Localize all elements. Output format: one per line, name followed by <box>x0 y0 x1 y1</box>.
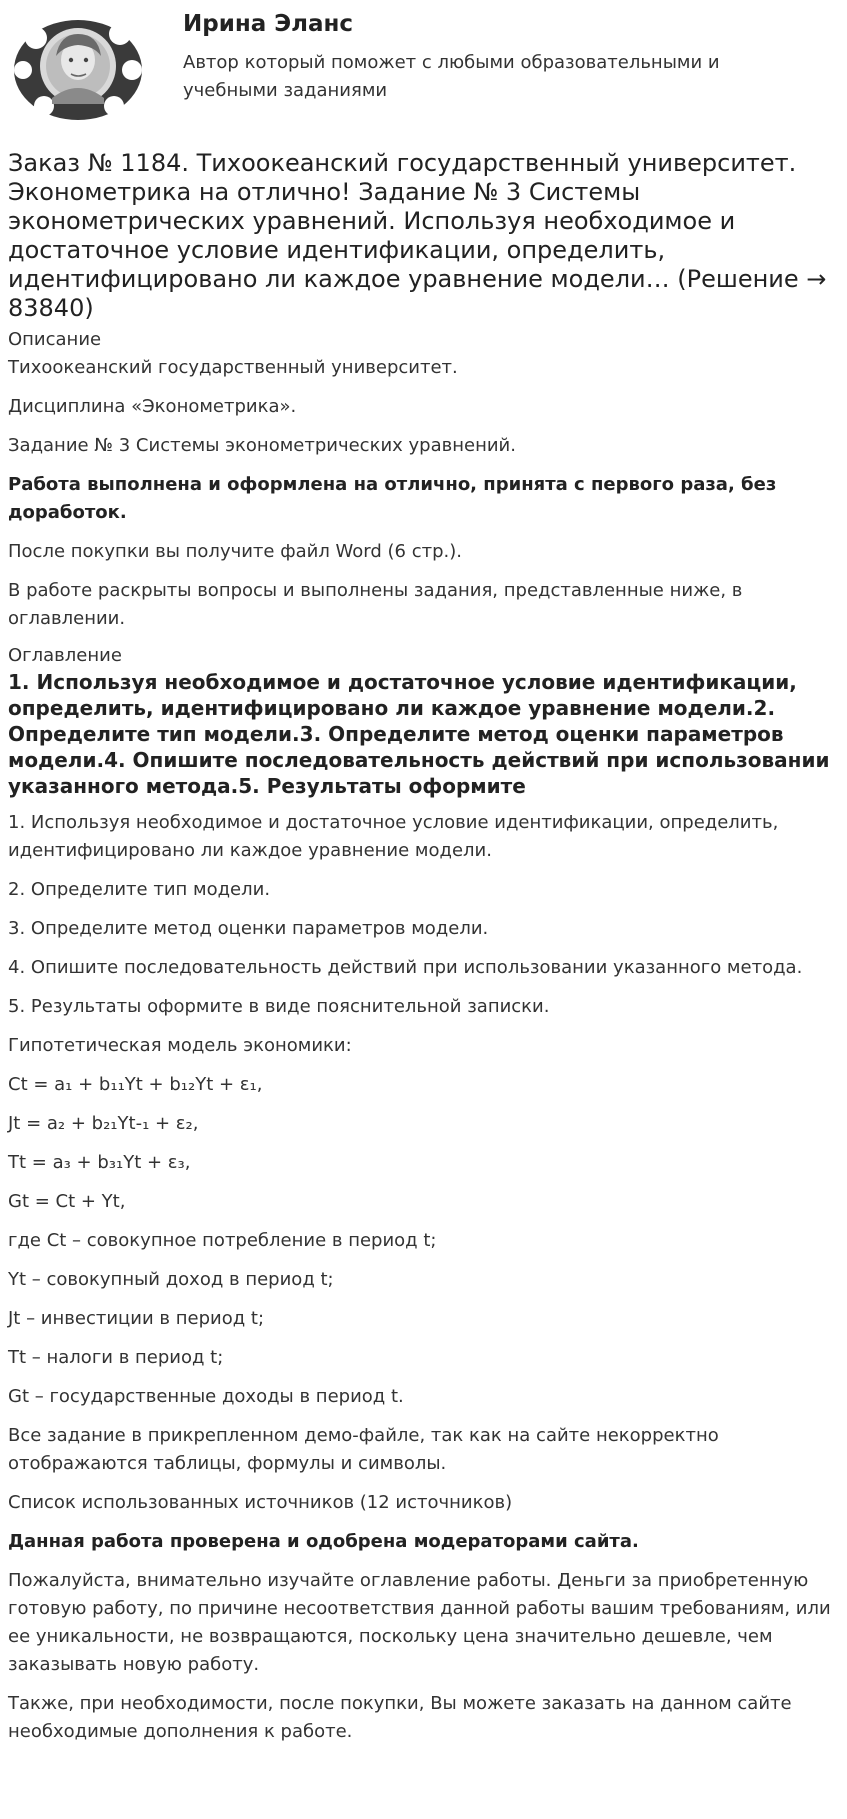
description-paragraph: Дисциплина «Эконометрика». <box>8 396 297 417</box>
toc-item: 5. Результаты оформите в виде пояснительной записки. <box>8 996 550 1017</box>
file-info: После покупки вы получите файл Word (6 стр.). <box>8 541 463 562</box>
refund-policy: Пожалуйста, внимательно изучайте оглавление работы. Деньги за приобретенную готовую работу, по причине несоответствия данной работы вашим требованиям, или ее уникальности, не возвращаются, поскольку цена значительно дешевле, чем заказывать новую работу. <box>8 1570 831 1675</box>
author-name[interactable]: Ирина Эланс <box>183 11 354 37</box>
model-intro: Гипотетическая модель экономики: <box>8 1035 352 1056</box>
order-content <box>8 149 838 1757</box>
variable-definition: Gt – государственные доходы в период t. <box>8 1386 404 1407</box>
moderation-note: Данная работа проверена и одобрена модераторами сайта. <box>8 1531 639 1552</box>
equation: Gt = Ct + Yt, <box>8 1191 126 1212</box>
author-avatar[interactable] <box>8 8 148 126</box>
page-title: Заказ № 1184. Тихоокеанский государственный университет. Эконометрика на отлично! Задание № 3 Системы эконометрических уравнений. Используя необходимое и достаточное условие идентификации, определить, идентифицировано ли каждое уравнение модели… (Решение → 83840) <box>8 149 827 322</box>
quality-note: Работа выполнена и оформлена на отлично, принята с первого раза, без доработок. <box>8 474 777 523</box>
equation: Jt = a₂ + b₂₁Yt-₁ + ε₂, <box>8 1113 199 1134</box>
author-description: Автор который поможет с любыми образовательными и учебными заданиями <box>183 52 720 101</box>
author-block <box>0 0 847 135</box>
toc-heading: 1. Используя необходимое и достаточное условие идентификации, определить, идентифицировано ли каждое уравнение модели.2. Определите тип модели.3. Определите метод оценки параметров модели.4. Опишите последовательность действий при использовании указанного метода.5. Результаты оформите <box>8 670 830 798</box>
variable-definition: Yt – совокупный доход в период t; <box>8 1269 334 1290</box>
description-paragraph: Тихоокеанский государственный университет. <box>8 357 458 378</box>
variable-definition: где Ct – совокупное потребление в период t; <box>8 1230 437 1251</box>
film-reel-avatar-icon <box>8 8 148 126</box>
toc-label: Оглавление <box>8 645 122 666</box>
description-label: Описание <box>8 329 102 350</box>
toc-item: 3. Определите метод оценки параметров модели. <box>8 918 489 939</box>
description-paragraph: Задание № 3 Системы эконометрических уравнений. <box>8 435 516 456</box>
demo-file-note: Все задание в прикрепленном демо-файле, так как на сайте некорректно отображаются таблицы, формулы и символы. <box>8 1425 719 1474</box>
description-paragraph: В работе раскрыты вопросы и выполнены задания, представленные ниже, в оглавлении. <box>8 580 743 629</box>
variable-definition: Jt – инвестиции в период t; <box>8 1308 265 1329</box>
toc-item: 4. Опишите последовательность действий при использовании указанного метода. <box>8 957 803 978</box>
toc-item: 1. Используя необходимое и достаточное условие идентификации, определить, идентифицировано ли каждое уравнение модели. <box>8 812 779 861</box>
variable-definition: Tt – налоги в период t; <box>8 1347 224 1368</box>
equation: Ct = a₁ + b₁₁Yt + b₁₂Yt + ε₁, <box>8 1074 263 1095</box>
toc-item: 2. Определите тип модели. <box>8 879 271 900</box>
equation: Tt = a₃ + b₃₁Yt + ε₃, <box>8 1152 191 1173</box>
sources-count: Список использованных источников (12 источников) <box>8 1492 513 1513</box>
additional-orders-note: Также, при необходимости, после покупки, Вы можете заказать на данном сайте необходимые дополнения к работе. <box>8 1693 792 1742</box>
